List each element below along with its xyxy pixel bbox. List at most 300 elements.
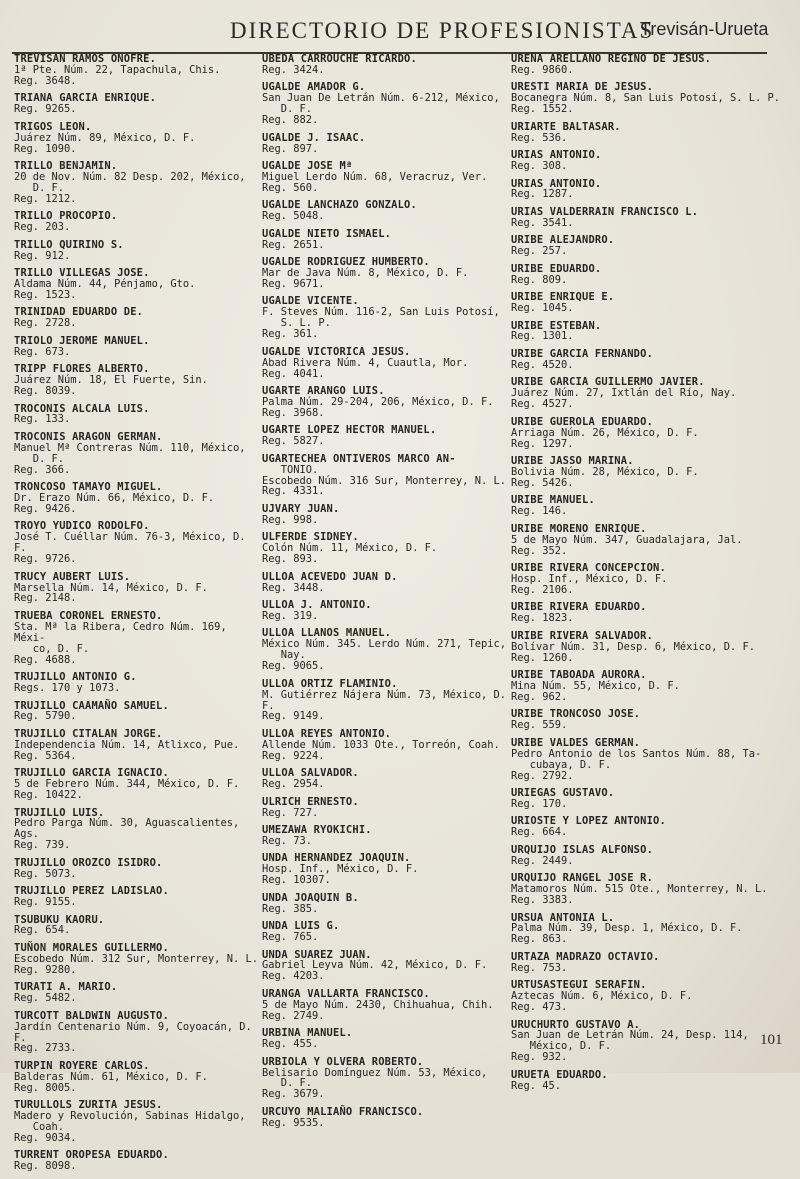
entry-registration: Reg. 385. bbox=[262, 902, 319, 915]
entry-registration: Reg. 1297. bbox=[511, 437, 574, 450]
entry-registration: Reg. 9265. bbox=[14, 103, 77, 116]
entry-address: Belisario Domínguez Núm. 53, México, bbox=[262, 1066, 488, 1079]
directory-entry bbox=[511, 349, 789, 371]
entry-address: 5 de Febrero Núm. 344, México, D. F. bbox=[14, 778, 240, 791]
entry-address: Escobedo Núm. 316 Sur, Monterrey, N. L. bbox=[262, 474, 506, 487]
entry-registration: Reg. 4527. bbox=[511, 398, 574, 411]
entry-registration: Reg. 4331. bbox=[262, 485, 325, 498]
entry-registration: Reg. 4520. bbox=[511, 358, 574, 371]
directory-entry bbox=[14, 211, 264, 233]
directory-entry bbox=[262, 257, 510, 290]
entry-registration: Reg. 1045. bbox=[511, 302, 574, 315]
directory-entry bbox=[14, 93, 264, 115]
entry-name: TRUJILLO GARCIA IGNACIO. bbox=[14, 767, 169, 780]
directory-entry bbox=[14, 432, 264, 476]
directory-entry bbox=[14, 982, 264, 1004]
entry-name: URIAS VALDERRAIN FRANCISCO L. bbox=[511, 205, 699, 218]
directory-entry bbox=[511, 456, 789, 489]
directory-entry bbox=[262, 386, 510, 419]
directory-entry bbox=[511, 377, 789, 410]
entry-address: Manuel Mª Contreras Núm. 110, México, bbox=[14, 441, 246, 454]
entry-registration: Reg. 2954. bbox=[262, 778, 325, 791]
directory-entry bbox=[511, 417, 789, 450]
entry-address: S. L. P. bbox=[262, 317, 331, 330]
directory-entry bbox=[511, 524, 789, 557]
entry-name: URCUYO MALIAÑO FRANCISCO. bbox=[262, 1105, 424, 1118]
entry-registration: Reg. 932. bbox=[511, 1051, 568, 1064]
directory-entry bbox=[14, 729, 264, 762]
directory-entry bbox=[262, 133, 510, 155]
entry-registration: Reg. 2749. bbox=[262, 1009, 325, 1022]
entry-registration: Reg. 9280. bbox=[14, 963, 77, 976]
entry-registration: Reg. 319. bbox=[262, 609, 319, 622]
directory-entry bbox=[262, 825, 510, 847]
entry-address: Juárez Núm. 27, Ixtlán del Río, Nay. bbox=[511, 387, 737, 400]
entry-registration: Reg. 455. bbox=[262, 1038, 319, 1051]
directory-entry bbox=[14, 268, 264, 301]
entry-registration: Reg. 2106. bbox=[511, 583, 574, 596]
entry-name: URTAZA MADRAZO OCTAVIO. bbox=[511, 950, 660, 963]
entry-registration: Reg. 1212. bbox=[14, 192, 77, 205]
directory-entry bbox=[511, 264, 789, 286]
entry-name: TRUCY AUBERT LUIS. bbox=[14, 570, 131, 583]
entry-name: URIBE JASSO MARINA. bbox=[511, 455, 634, 467]
entry-registration: Reg. 3679. bbox=[262, 1088, 325, 1101]
entry-registration: Reg. 2728. bbox=[14, 317, 77, 330]
directory-entry bbox=[262, 893, 510, 915]
entry-name: TROYO YUDICO RODOLFO. bbox=[14, 520, 150, 533]
entry-address: Independencia Núm. 14, Atlixco, Pue. bbox=[14, 738, 240, 751]
entry-address: D. F. bbox=[14, 181, 65, 194]
entry-registration: Reg. 9149. bbox=[262, 710, 325, 723]
entry-registration: Reg. 3541. bbox=[511, 216, 574, 229]
entry-registration: Reg. 9224. bbox=[262, 749, 325, 762]
entry-name: URIBE GARCIA FERNANDO. bbox=[511, 347, 654, 360]
entry-address: Bolivia Núm. 28, México, D. F. bbox=[511, 465, 699, 478]
entry-name: URBINA MANUEL. bbox=[262, 1027, 353, 1040]
entry-registration: Reg. 1260. bbox=[511, 651, 574, 664]
entry-registration: Reg. 1523. bbox=[14, 288, 77, 301]
entry-registration: Reg. 8039. bbox=[14, 385, 77, 397]
directory-entry bbox=[14, 701, 264, 723]
entry-registration: Reg. 308. bbox=[511, 160, 568, 173]
directory-entry bbox=[14, 611, 264, 666]
directory-entry bbox=[262, 82, 510, 126]
entry-name: TRILLO BENJAMIN. bbox=[14, 160, 118, 173]
entry-name: URIBE TRONCOSO JOSE. bbox=[511, 708, 641, 721]
directory-entry bbox=[511, 602, 789, 624]
entry-registration: Reg. 664. bbox=[511, 826, 568, 839]
entry-name: UGARTECHEA ONTIVEROS MARCO AN- bbox=[262, 452, 456, 465]
entry-address: Miguel Lerdo Núm. 68, Veracruz, Ver. bbox=[262, 170, 488, 183]
entry-name: URIARTE BALTASAR. bbox=[511, 120, 621, 133]
directory-entry bbox=[262, 454, 510, 498]
entry-name: UGALDE LANCHAZO GONZALO. bbox=[262, 199, 417, 212]
running-head: Trevisán-Urueta bbox=[640, 19, 769, 39]
entry-registration: Reg. 962. bbox=[511, 690, 568, 703]
entry-address: Sta. Mª la Ribera, Cedro Núm. 169, Méxi- bbox=[14, 620, 233, 644]
entry-address: José T. Cuéllar Núm. 76-3, México, D. F. bbox=[14, 531, 252, 555]
entry-name: URESTI MARIA DE JESUS. bbox=[511, 81, 654, 94]
entry-registration: Reg. 352. bbox=[511, 544, 568, 557]
entry-registration: Reg. 536. bbox=[511, 131, 568, 144]
entry-registration: Reg. 912. bbox=[14, 249, 71, 262]
directory-entry bbox=[511, 321, 789, 343]
entry-address: Escobedo Núm. 312 Sur, Monterrey, N. L. bbox=[14, 952, 258, 965]
directory-entry bbox=[511, 54, 789, 76]
entry-address: Juárez Núm. 18, El Fuerte, Sin. bbox=[14, 374, 208, 387]
directory-entry bbox=[14, 404, 264, 426]
entry-name: URIBE RIVERA SALVADOR. bbox=[511, 629, 654, 642]
directory-entry bbox=[511, 952, 789, 974]
entry-name: TRUJILLO PEREZ LADISLAO. bbox=[14, 885, 169, 898]
entry-registration: Reg. 9726. bbox=[14, 553, 77, 566]
page-number: 101 bbox=[760, 1032, 783, 1048]
entry-address: Jardín Centenario Núm. 9, Coyoacán, D. F. bbox=[14, 1020, 258, 1044]
entry-address: México, D. F. bbox=[511, 1040, 612, 1053]
entry-name: URIBE VALDES GERMAN. bbox=[511, 736, 641, 749]
directory-entry bbox=[511, 122, 789, 144]
directory-entry bbox=[262, 1028, 510, 1050]
entry-name: TRIOLO JEROME MANUEL. bbox=[14, 334, 150, 347]
directory-entry bbox=[262, 768, 510, 790]
directory-entry bbox=[262, 161, 510, 194]
entry-address: Hosp. Inf., México, D. F. bbox=[262, 863, 419, 876]
entry-address: Arriaga Núm. 26, México, D. F. bbox=[511, 426, 699, 439]
entry-address: Balderas Núm. 61, México, D. F. bbox=[14, 1070, 208, 1083]
entry-registration: Reg. 366. bbox=[14, 463, 71, 476]
entry-registration: Reg. 10307. bbox=[262, 874, 331, 887]
directory-entry bbox=[14, 808, 264, 852]
directory-entry bbox=[14, 122, 264, 155]
entry-name: URIAS ANTONIO. bbox=[511, 149, 602, 162]
entry-name: TRILLO PROCOPIO. bbox=[14, 210, 118, 223]
entry-name: URIBE TABOADA AURORA. bbox=[511, 669, 647, 682]
directory-entry bbox=[14, 886, 264, 908]
entry-registration: Reg. 9155. bbox=[14, 896, 77, 909]
entry-registration: Reg. 361. bbox=[262, 328, 319, 341]
entry-address: Mar de Java Núm. 8, México, D. F. bbox=[262, 267, 469, 280]
entry-name: TRUJILLO CAAMAÑO SAMUEL. bbox=[14, 699, 169, 712]
entry-name: UGALDE RODRIGUEZ HUMBERTO. bbox=[262, 256, 430, 269]
entry-address: Palma Núm. 39, Desp. 1, México, D. F. bbox=[511, 922, 743, 935]
entry-name: UGALDE NIETO ISMAEL. bbox=[262, 227, 392, 240]
entry-registration: Reg. 559. bbox=[511, 719, 568, 732]
entry-name: URUCHURTO GUSTAVO A. bbox=[511, 1018, 641, 1031]
entry-name: TRUEBA CORONEL ERNESTO. bbox=[14, 609, 163, 622]
entry-registration: Reg. 1301. bbox=[511, 330, 574, 343]
entry-address: Marsella Núm. 14, México, D. F. bbox=[14, 581, 208, 594]
entry-registration: Reg. 5364. bbox=[14, 749, 77, 762]
entry-registration: Reg. 3424. bbox=[262, 63, 325, 76]
entry-registration: Reg. 1287. bbox=[511, 188, 574, 201]
entry-registration: Reg. 673. bbox=[14, 345, 71, 358]
entry-name: TRILLO QUIRINO S. bbox=[14, 238, 124, 251]
entry-registration: Reg. 257. bbox=[511, 245, 568, 258]
entry-registration: Reg. 2792. bbox=[511, 769, 574, 782]
entry-name: TRINIDAD EDUARDO DE. bbox=[14, 306, 144, 319]
entry-registration: Reg. 5073. bbox=[14, 867, 77, 880]
entry-name: URIBE ENRIQUE E. bbox=[511, 291, 615, 304]
entry-address: San Juan De Letrán Núm. 6-212, México, bbox=[262, 92, 500, 105]
entry-address: Abad Rivera Núm. 4, Cuautla, Mor. bbox=[262, 356, 469, 369]
entry-address: Juárez Núm. 89, México, D. F. bbox=[14, 131, 196, 144]
directory-entry bbox=[511, 207, 789, 229]
directory-entry bbox=[14, 858, 264, 880]
directory-entry bbox=[511, 788, 789, 810]
entry-registration: Reg. 133. bbox=[14, 413, 71, 426]
entry-registration: Reg. 9034. bbox=[14, 1131, 77, 1144]
directory-entry bbox=[14, 336, 264, 358]
entry-name: URANGA VALLARTA FRANCISCO. bbox=[262, 987, 430, 1000]
entry-address: Colón Núm. 11, México, D. F. bbox=[262, 542, 438, 555]
entry-address: M. Gutiérrez Nájera Núm. 73, México, D. F. bbox=[262, 688, 513, 712]
entry-name: UBEDA CARROUCHE RICARDO. bbox=[262, 53, 417, 65]
entry-registration: Reg. 9535. bbox=[262, 1116, 325, 1129]
directory-entry bbox=[511, 670, 789, 703]
entry-name: UGARTE ARANGO LUIS. bbox=[262, 385, 385, 397]
entry-registration: Reg. 727. bbox=[262, 806, 319, 819]
entry-address: D. F. bbox=[14, 452, 65, 465]
directory-entry bbox=[14, 54, 264, 87]
entry-address: 5 de Mayo Núm. 2430, Chihuahua, Chih. bbox=[262, 998, 494, 1011]
entry-name: TURPIN ROYERE CARLOS. bbox=[14, 1059, 150, 1072]
entry-address: Pedro Antonio de los Santos Núm. 88, Ta- bbox=[511, 747, 762, 760]
entry-name: TROCONIS ALCALA LUIS. bbox=[14, 402, 150, 415]
entry-registration: Regs. 170 y 1073. bbox=[14, 682, 121, 694]
entry-registration: Reg. 73. bbox=[262, 834, 313, 847]
entry-registration: Reg. 2733. bbox=[14, 1042, 77, 1055]
entry-registration: Reg. 4203. bbox=[262, 970, 325, 983]
entry-name: UNDA JOAQUIN B. bbox=[262, 891, 359, 904]
entry-address: Aztecas Núm. 6, México, D. F. bbox=[511, 990, 693, 1003]
entry-registration: Reg. 3968. bbox=[262, 406, 325, 419]
directory-entry bbox=[262, 200, 510, 222]
entry-name: UGALDE J. ISAAC. bbox=[262, 131, 366, 144]
entry-registration: Reg. 893. bbox=[262, 553, 319, 566]
entry-name: UGARTE LOPEZ HECTOR MANUEL. bbox=[262, 424, 437, 437]
directory-entry bbox=[262, 504, 510, 526]
entry-name: URIEGAS GUSTAVO. bbox=[511, 787, 615, 799]
directory-entry bbox=[262, 425, 510, 447]
entry-registration: Reg. 5426. bbox=[511, 476, 574, 489]
directory-entry bbox=[262, 347, 510, 380]
entry-registration: Reg. 5827. bbox=[262, 435, 325, 448]
entry-name: TRIANA GARCIA ENRIQUE. bbox=[14, 92, 157, 105]
entry-name: URUETA EDUARDO. bbox=[511, 1068, 608, 1081]
directory-entry bbox=[14, 768, 264, 801]
entry-registration: Reg. 998. bbox=[262, 513, 319, 526]
entry-name: ULLOA ACEVEDO JUAN D. bbox=[262, 570, 398, 583]
entry-registration: Reg. 5048. bbox=[262, 210, 325, 223]
entry-name: TURATI A. MARIO. bbox=[14, 981, 118, 994]
directory-entry bbox=[511, 1020, 789, 1064]
entry-name: TROCONIS ARAGON GERMAN. bbox=[14, 430, 163, 443]
directory-entry bbox=[14, 364, 264, 397]
entry-address: D. F. bbox=[262, 1077, 313, 1090]
entry-name: URQUIJO ISLAS ALFONSO. bbox=[511, 843, 654, 856]
entry-registration: Reg. 560. bbox=[262, 181, 319, 194]
directory-entry bbox=[14, 161, 264, 205]
directory-entry bbox=[511, 235, 789, 257]
entry-registration: Reg. 3383. bbox=[511, 894, 574, 907]
entry-address: Nay. bbox=[262, 649, 306, 662]
directory-entry bbox=[262, 729, 510, 762]
entry-registration: Reg. 654. bbox=[14, 924, 71, 937]
entry-name: URQUIJO RANGEL JOSE R. bbox=[511, 872, 654, 885]
entry-name: ULLOA SALVADOR. bbox=[262, 767, 359, 780]
entry-registration: Reg. 9426. bbox=[14, 502, 77, 515]
entry-address: Allende Núm. 1033 Ote., Torreón, Coah. bbox=[262, 738, 500, 751]
entry-name: UGALDE AMADOR G. bbox=[262, 81, 366, 94]
entry-name: URTUSASTEGUI SERAFIN. bbox=[511, 979, 647, 992]
entry-registration: Reg. 765. bbox=[262, 931, 319, 944]
entry-address: Bocanegra Núm. 8, San Luis Potosí, S. L. P. bbox=[511, 92, 780, 105]
entry-address: cubaya, D. F. bbox=[511, 758, 612, 771]
directory-entry bbox=[262, 921, 510, 943]
entry-name: URBIOLA Y OLVERA ROBERTO. bbox=[262, 1055, 424, 1068]
entry-name: UMEZAWA RYOKICHI. bbox=[262, 824, 372, 837]
directory-entry bbox=[14, 240, 264, 262]
directory-entry bbox=[14, 943, 264, 976]
entry-registration: Reg. 5482. bbox=[14, 992, 77, 1005]
entry-name: ULLOA LLANOS MANUEL. bbox=[262, 627, 392, 640]
directory-entry bbox=[511, 631, 789, 664]
directory-entry bbox=[14, 1011, 264, 1055]
entry-address: Bolívar Núm. 31, Desp. 6, México, D. F. bbox=[511, 640, 755, 653]
entry-name: UGALDE VICENTE. bbox=[262, 295, 359, 308]
entry-registration: Reg. 2148. bbox=[14, 592, 77, 605]
entry-address: Pedro Parga Núm. 30, Aguascalientes, Ags. bbox=[14, 817, 246, 841]
entry-registration: Reg. 5790. bbox=[14, 710, 77, 723]
entry-address: Aldama Núm. 44, Pénjamo, Gto. bbox=[14, 277, 196, 290]
entry-registration: Reg. 8098. bbox=[14, 1160, 77, 1173]
entry-address: co, D. F. bbox=[14, 642, 90, 655]
entry-registration: Reg. 4041. bbox=[262, 367, 325, 380]
entry-registration: Reg. 753. bbox=[511, 961, 568, 974]
directory-entry bbox=[511, 709, 789, 731]
entry-name: TRONCOSO TAMAYO MIGUEL. bbox=[14, 481, 163, 494]
entry-registration: Reg. 739. bbox=[14, 839, 71, 852]
entry-address: Coah. bbox=[14, 1121, 65, 1134]
entry-name: ULRICH ERNESTO. bbox=[262, 795, 359, 808]
entry-registration: Reg. 8005. bbox=[14, 1081, 77, 1094]
directory-column-1 bbox=[14, 54, 264, 1179]
directory-entry bbox=[14, 915, 264, 937]
entry-name: TREVISAN RAMOS ONOFRE. bbox=[14, 53, 157, 65]
entry-registration: Reg. 9860. bbox=[511, 63, 574, 76]
directory-entry bbox=[262, 572, 510, 594]
directory-entry bbox=[262, 1057, 510, 1101]
directory-entry bbox=[14, 572, 264, 605]
entry-registration: Reg. 9671. bbox=[262, 277, 325, 290]
entry-name: URIBE EDUARDO. bbox=[511, 262, 602, 275]
entry-registration: Reg. 1823. bbox=[511, 612, 574, 625]
directory-entry bbox=[262, 532, 510, 565]
entry-registration: Reg. 3448. bbox=[262, 581, 325, 594]
entry-name: TRIPP FLORES ALBERTO. bbox=[14, 363, 150, 376]
directory-entry bbox=[262, 853, 510, 886]
entry-name: TSUBUKU KAORU. bbox=[14, 913, 105, 926]
entry-name: TRUJILLO ANTONIO G. bbox=[14, 671, 137, 684]
directory-entry bbox=[511, 845, 789, 867]
entry-name: URIBE RIVERA CONCEPCION. bbox=[511, 562, 666, 575]
directory-entry bbox=[262, 628, 510, 672]
entry-name: URIBE MANUEL. bbox=[511, 494, 595, 507]
directory-entry bbox=[262, 296, 510, 340]
entry-name: URIBE GUEROLA EDUARDO. bbox=[511, 415, 654, 428]
directory-title: DIRECTORIO DE PROFESIONISTAS bbox=[230, 18, 655, 43]
entry-name: URIBE MORENO ENRIQUE. bbox=[511, 522, 647, 535]
entry-address: 20 de Nov. Núm. 82 Desp. 202, México, bbox=[14, 170, 246, 183]
entry-name: UNDA SUAREZ JUAN. bbox=[262, 948, 372, 961]
entry-address: Palma Núm. 29-204, 206, México, D. F. bbox=[262, 395, 494, 408]
entry-name: TURCOTT BALDWIN AUGUSTO. bbox=[14, 1009, 169, 1022]
directory-entry bbox=[511, 913, 789, 946]
directory-entry bbox=[14, 672, 264, 694]
entry-address: 1ª Pte. Núm. 22, Tapachula, Chis. bbox=[14, 63, 221, 76]
entry-registration: Reg. 9065. bbox=[262, 660, 325, 673]
entry-name: ULLOA ORTIZ FLAMINIO. bbox=[262, 677, 398, 690]
entry-registration: Reg. 203. bbox=[14, 221, 71, 234]
entry-name: URIBE ALEJANDRO. bbox=[511, 234, 615, 247]
directory-entry bbox=[511, 150, 789, 172]
entry-address: 5 de Mayo Núm. 347, Guadalajara, Jal. bbox=[511, 533, 743, 546]
directory-entry bbox=[511, 980, 789, 1013]
entry-address: D. F. bbox=[262, 103, 313, 116]
entry-name: URIBE RIVERA EDUARDO. bbox=[511, 601, 647, 614]
directory-entry bbox=[511, 816, 789, 838]
directory-entry bbox=[511, 495, 789, 517]
directory-entry bbox=[511, 1070, 789, 1092]
entry-name: UREÑA ARELLANO REGINO DE JESUS. bbox=[511, 53, 712, 65]
entry-name: UGALDE JOSE Mª bbox=[262, 160, 353, 173]
entry-name: URIBE GARCIA GUILLERMO JAVIER. bbox=[511, 376, 705, 389]
entry-name: ULFERDE SIDNEY. bbox=[262, 531, 359, 544]
entry-address: Dr. Erazo Núm. 66, México, D. F. bbox=[14, 492, 215, 505]
directory-entry bbox=[262, 950, 510, 983]
directory-column-2 bbox=[262, 53, 513, 1135]
entry-registration: Reg. 45. bbox=[511, 1079, 562, 1092]
entry-registration: Reg. 863. bbox=[511, 933, 568, 946]
entry-registration: Reg. 1090. bbox=[14, 142, 77, 155]
entry-name: URIOSTE Y LOPEZ ANTONIO. bbox=[511, 815, 666, 828]
entry-registration: Reg. 473. bbox=[511, 1001, 568, 1014]
directory-entry bbox=[511, 563, 789, 596]
entry-address: Gabriel Leyva Núm. 42, México, D. F. bbox=[262, 959, 488, 972]
entry-registration: Reg. 3648. bbox=[14, 74, 77, 87]
entry-name: TURULLOLS ZURITA JESUS. bbox=[14, 1099, 163, 1112]
entry-registration: Reg. 170. bbox=[511, 797, 568, 810]
directory-column-3 bbox=[511, 54, 789, 1098]
directory-entry bbox=[262, 797, 510, 819]
entry-registration: Reg. 809. bbox=[511, 273, 568, 286]
entry-name: ULLOA REYES ANTONIO. bbox=[262, 727, 392, 740]
directory-entry bbox=[511, 873, 789, 906]
entry-name: TRUJILLO CITALAN JORGE. bbox=[14, 727, 163, 740]
entry-registration: Reg. 10422. bbox=[14, 789, 83, 802]
directory-entry bbox=[14, 1150, 264, 1172]
entry-address: Matamoros Núm. 515 Ote., Monterrey, N. L. bbox=[511, 883, 768, 896]
entry-name: TRIGOS LEON. bbox=[14, 120, 92, 133]
entry-address: Hosp. Inf., México, D. F. bbox=[511, 572, 668, 585]
entry-name: ULLOA J. ANTONIO. bbox=[262, 599, 372, 612]
entry-name: URIBE ESTEBAN. bbox=[511, 319, 602, 332]
entry-registration: Reg. 4688. bbox=[14, 653, 77, 666]
entry-registration: Reg. 146. bbox=[511, 505, 568, 518]
entry-address: Madero y Revolución, Sabinas Hidalgo, bbox=[14, 1110, 246, 1123]
entry-name: URSUA ANTONIA L. bbox=[511, 911, 615, 924]
